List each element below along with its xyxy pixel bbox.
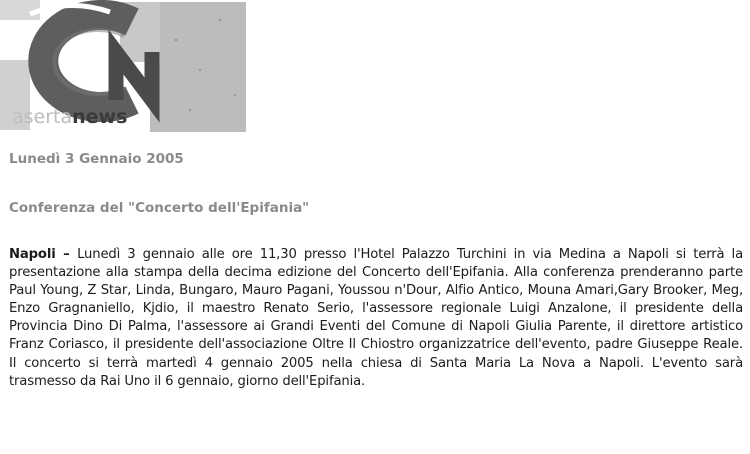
article-date: Lunedì 3 Gennaio 2005: [9, 151, 184, 167]
article-separator: –: [55, 247, 78, 262]
logo-wordmark: [12, 106, 127, 128]
logo-wordmark-light: aserta: [12, 106, 73, 128]
logo-wordmark-bold: news: [72, 106, 128, 128]
article-city: Napoli: [9, 247, 56, 262]
article-headline: Conferenza del "Concerto dell'Epifania": [9, 200, 310, 216]
article-body: [9, 246, 743, 391]
article-text: Lunedì 3 gennaio alle ore 11,30 presso l'Hotel Palazzo Turchini in via Medina a Napoli si terrà la presentazione alla stampa della decima edizione del Concerto dell'Epifania. Alla conferenza prenderanno parte Paul Young, Z Star, Linda, Bungaro, Mauro Pagani, Youssou n'Dour, Alfio Antico, Mouna Amari,Gary Brooker, Meg, Enzo Gragnaniello, Kjdio, il maestro Renato Serio, l'assessore regionale Luigi Anzalone, il presidente della Provincia Dino Di Palma, l'assessore ai Grandi Eventi del Comune di Napoli Giulia Parente, il direttore artistico Franz Coriasco, il presidente dell'associazione Oltre Il Chiostro organizzatrice dell'evento, padre Giuseppe Reale. Il concerto si terrà martedì 4 gennaio 2005 nella chiesa di Santa Maria La Nova a Napoli. L'evento sarà trasmesso da Rai Uno il 6 gennaio, giorno dell'Epifania.: [9, 247, 743, 389]
logo: [0, 0, 248, 140]
